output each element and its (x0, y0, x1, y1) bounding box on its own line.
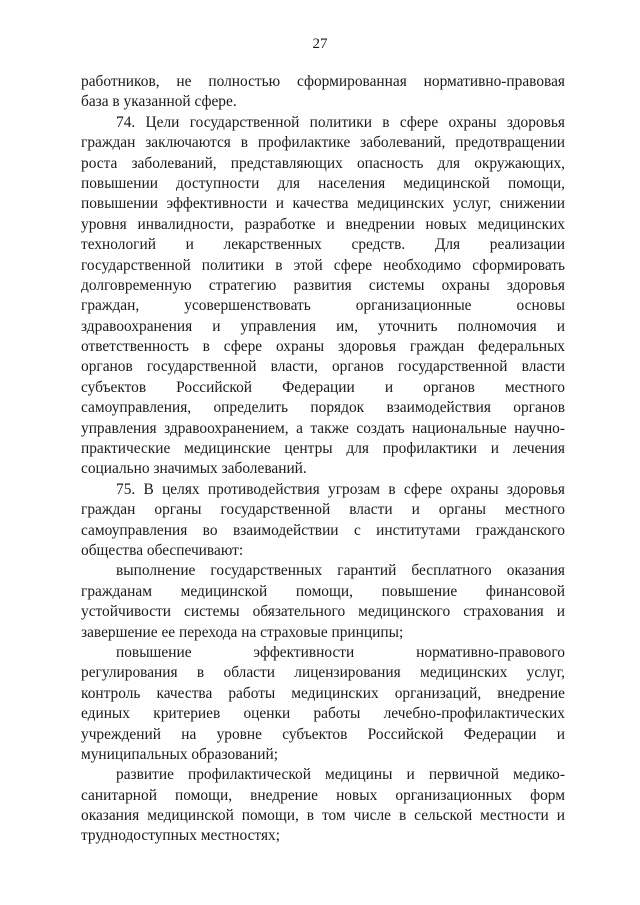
text-line: контроль качества работы медицинских организаций, внедрение (81, 684, 565, 702)
page-number: 27 (312, 36, 328, 52)
text-line: оказания медицинской помощи, в том числе в сельской местности и (81, 807, 565, 825)
text-line: самоуправления, определить порядок взаимодействия органов (81, 399, 565, 417)
text-line: труднодоступных местностях; (81, 827, 280, 845)
text-line: ответственность в сфере охраны здоровья граждан федеральных (81, 338, 565, 356)
text-line: граждан, усовершенствовать организационные основы (81, 297, 565, 315)
text-line: государственной политики в этой сфере необходимо сформировать (81, 256, 565, 274)
text-line: граждан заключаются в профилактике заболеваний, предотвращении (81, 134, 565, 152)
body-text (81, 72, 565, 847)
text-line: муниципальных образований; (81, 745, 279, 763)
text-line: самоуправления во взаимодействии с институтами гражданского (81, 521, 565, 539)
text-line: выполнение государственных гарантий бесплатного оказания (116, 562, 565, 580)
text-line: учреждений на уровне субъектов Российской Федерации и (81, 725, 565, 743)
text-line: социально значимых заболеваний. (81, 460, 307, 478)
text-line: регулирования в области лицензирования медицинских услуг, (81, 664, 565, 682)
text-line: 74. Цели государственной политики в сфере охраны здоровья (116, 113, 565, 131)
text-line: роста заболеваний, представляющих опасность для окружающих, (81, 154, 565, 172)
text-line: повышение эффективности нормативно-правового (116, 643, 565, 661)
text-line: управления здравоохранением, а также создать национальные научно- (81, 419, 565, 437)
text-line: работников, не полностью сформированная нормативно-правовая (81, 73, 565, 90)
text-line: гражданам медицинской помощи, повышение финансовой (81, 582, 565, 600)
text-line: завершение ее перехода на страховые принципы; (81, 623, 404, 641)
text-line: база в указанной сфере. (81, 93, 237, 111)
text-line: единых критериев оценки работы лечебно-профилактических (81, 705, 565, 723)
text-line: органов государственной власти, органов государственной власти (81, 358, 565, 376)
text-line: здравоохранения и управления им, уточнить полномочия и (81, 317, 565, 335)
text-line: технологий и лекарственных средств. Для реализации (81, 236, 565, 254)
text-line: повышении эффективности и качества медицинских услуг, снижении (81, 195, 565, 213)
text-line: санитарной помощи, внедрение новых организационных форм (81, 786, 565, 804)
text-line: устойчивости системы обязательного медицинского страхования и (81, 603, 565, 621)
text-line: общества обеспечивают: (81, 541, 244, 559)
text-line: долговременную стратегию развития системы охраны здоровья (81, 276, 565, 294)
text-line: повышении доступности для населения медицинской помощи, (81, 174, 565, 192)
text-line: субъектов Российской Федерации и органов местного (81, 378, 565, 396)
text-line: 75. В целях противодействия угрозам в сфере охраны здоровья (116, 480, 565, 498)
text-line: практические медицинские центры для профилактики и лечения (81, 440, 565, 458)
text-line: граждан органы государственной власти и органы местного (81, 501, 565, 519)
text-line: развитие профилактической медицины и первичной медико- (116, 766, 565, 784)
text-line: уровня инвалидности, разработке и внедрении новых медицинских (81, 215, 565, 233)
